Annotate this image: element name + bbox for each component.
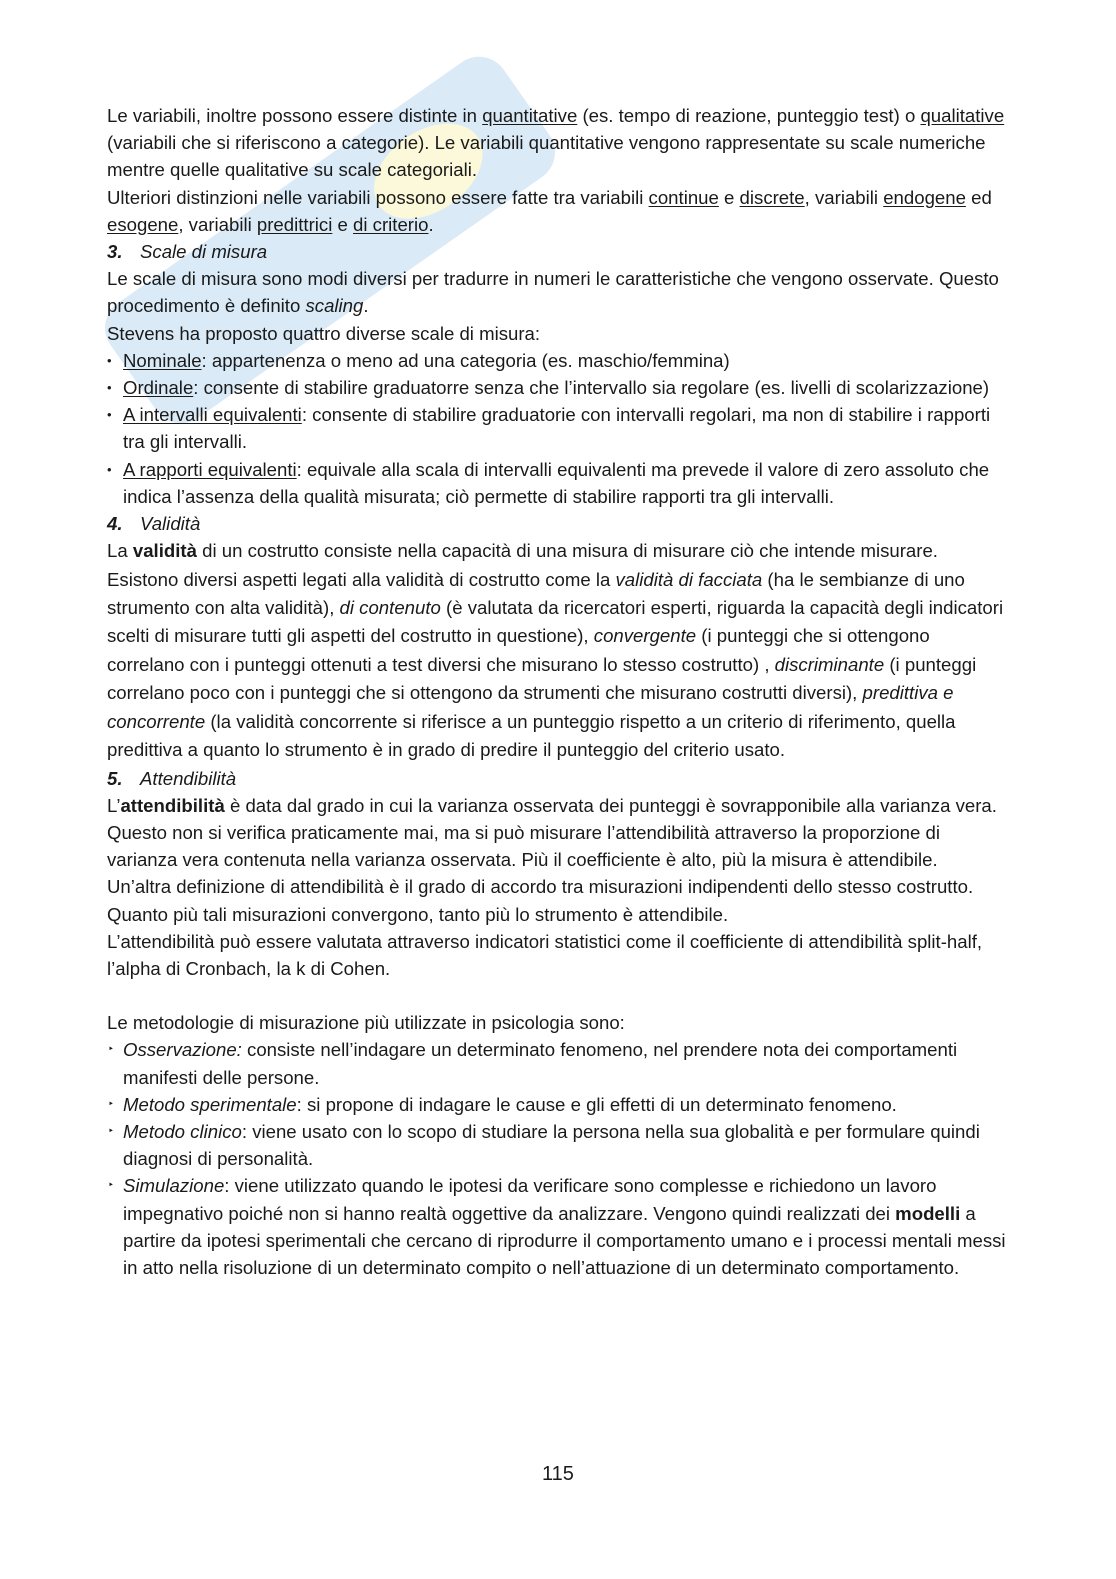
list-item: ‣ Osservazione: consiste nell’indagare un determinato fenomeno, nel prendere nota dei comportamenti manifesti delle persone.: [107, 1036, 1007, 1090]
validity-paragraph: La validità di un costrutto consiste nella capacità di una misura di misurare ciò che intende misurare. Esistono diversi aspetti legati alla validità di costrutto come la validità di facciata (ha le sembianze di uno strumento con alta validità), di contenuto (è valutata da ricercatori esperti, riguarda la capacità degli indicatori scelti di misurare tutti gli aspetti del costrutto in questione), convergente (i punteggi che si ottengono correlano con i punteggi ottenuti a test diversi che misurano lo stesso costrutto) , discriminante (i punteggi correlano poco con i punteggi che si ottengono da strumenti che misurano costrutti diversi), predittiva e concorrente (la validità concorrente si riferisce a un punteggio rispetto a un criterio di riferimento, quella predittiva a quanto lo strumento è in grado di predire il punteggio del criterio usato.: [107, 540, 1004, 761]
term-quantitative: quantitative: [482, 105, 578, 126]
list-item: ‣ Simulazione: viene utilizzato quando le ipotesi da verificare sono complesse e richiedono un lavoro impegnativo poiché non si hanno realtà oggettive da analizzare. Vengono quindi realizzati dei modelli a partire da ipotesi sperimentali che cercano di riprodurre il comportamento umano e i processi mentali messi in atto nella risoluzione di un determinato compito o nell’attuazione di un determinato comportamento.: [107, 1172, 1007, 1281]
list-item: ‣ Metodo clinico: viene usato con lo scopo di studiare la persona nella sua globalità e per formulare quindi diagnosi di personalità.: [107, 1118, 1007, 1172]
bullet-icon: •: [107, 461, 112, 477]
triangle-bullet-icon: ‣: [108, 1044, 114, 1056]
list-item: • Ordinale: consente di stabilire graduatorre senza che l’intervallo sia regolare (es. livelli di scolarizzazione): [107, 374, 1007, 401]
scaling-paragraph: Le scale di misura sono modi diversi per tradurre in numeri le caratteristiche che vengono osservate. Questo procedimento è definito scaling.: [107, 268, 999, 317]
scales-list: [107, 347, 1007, 510]
term-predittrici: predittrici: [256, 213, 333, 235]
triangle-bullet-icon: ‣: [108, 1125, 114, 1137]
document-page: [107, 102, 1007, 1281]
reliability-indicators-paragraph: L’attendibilità può essere valutata attraverso indicatori statistici come il coefficiente di attendibilità split-half, l’alpha di Cronbach, la k di Cohen.: [107, 930, 983, 979]
term-discrete: discrete: [739, 186, 805, 208]
bullet-icon: •: [107, 407, 112, 423]
heading-validita: 4. Validità: [107, 513, 201, 535]
triangle-bullet-icon: ‣: [108, 1180, 114, 1192]
reliability-definition-paragraph: Un’altra definizione di attendibilità è il grado di accordo tra misurazioni indipendenti dello stesso costrutto. Quanto più tali misurazioni convergono, tanto più lo strumento è attendibile.: [107, 876, 974, 925]
variables-distinctions-paragraph: Ulteriori distinzioni nelle variabili possono essere fatte tra variabili continue e discrete, variabili endogene ed esogene, variabili predittrici e di criterio.: [107, 186, 992, 235]
triangle-bullet-icon: ‣: [108, 1098, 114, 1110]
methods-list: [107, 1036, 1007, 1281]
variables-paragraph: Le variabili, inoltre possono essere distinte in quantitative (es. tempo di reazione, punteggio test) o qualitative (variabili che si riferiscono a categorie). Le variabili quantitative vengono rappresentate su scale numeriche mentre quelle qualitative su scale categoriali.: [107, 105, 1005, 181]
list-item: ‣ Metodo sperimentale: si propone di indagare le cause e gli effetti di un determinato fenomeno.: [107, 1091, 1007, 1118]
list-item: • Nominale: appartenenza o meno ad una categoria (es. maschio/femmina): [107, 347, 1007, 374]
bullet-icon: •: [107, 352, 112, 368]
term-criterio: di criterio: [353, 213, 429, 235]
page-number: 115: [542, 1463, 574, 1485]
methods-intro: Le metodologie di misurazione più utilizzate in psicologia sono:: [107, 1012, 625, 1034]
term-esogene: esogene: [107, 213, 179, 235]
stevens-paragraph: Stevens ha proposto quattro diverse scale di misura:: [107, 322, 541, 344]
list-item: • A rapporti equivalenti: equivale alla scala di intervalli equivalenti ma prevede il valore di zero assoluto che indica l’assenza della qualità misurata; ciò permette di stabilire rapporti tra gli intervalli.: [107, 456, 1007, 510]
heading-scale-di-misura: 3. Scale di misura: [107, 241, 268, 263]
term-continue: continue: [648, 186, 719, 208]
term-qualitative: qualitative: [920, 105, 1005, 126]
heading-attendibilita: 5. Attendibilità: [107, 767, 237, 789]
reliability-paragraph: L’attendibilità è data dal grado in cui la varianza osservata dei punteggi è sovrapponibile alla varianza vera. Questo non si verifica praticamente mai, ma si può misurare l’attendibilità attraverso la proporzione di varianza vera contenuta nella varianza osservata. Più il coefficiente è alto, più la misura è attendibile.: [107, 794, 997, 871]
list-item: • A intervalli equivalenti: consente di stabilire graduatorie con intervalli regolari, ma non di stabilire i rapporti tra gli intervalli.: [107, 401, 1007, 455]
bullet-icon: •: [107, 380, 112, 396]
term-endogene: endogene: [883, 186, 966, 208]
